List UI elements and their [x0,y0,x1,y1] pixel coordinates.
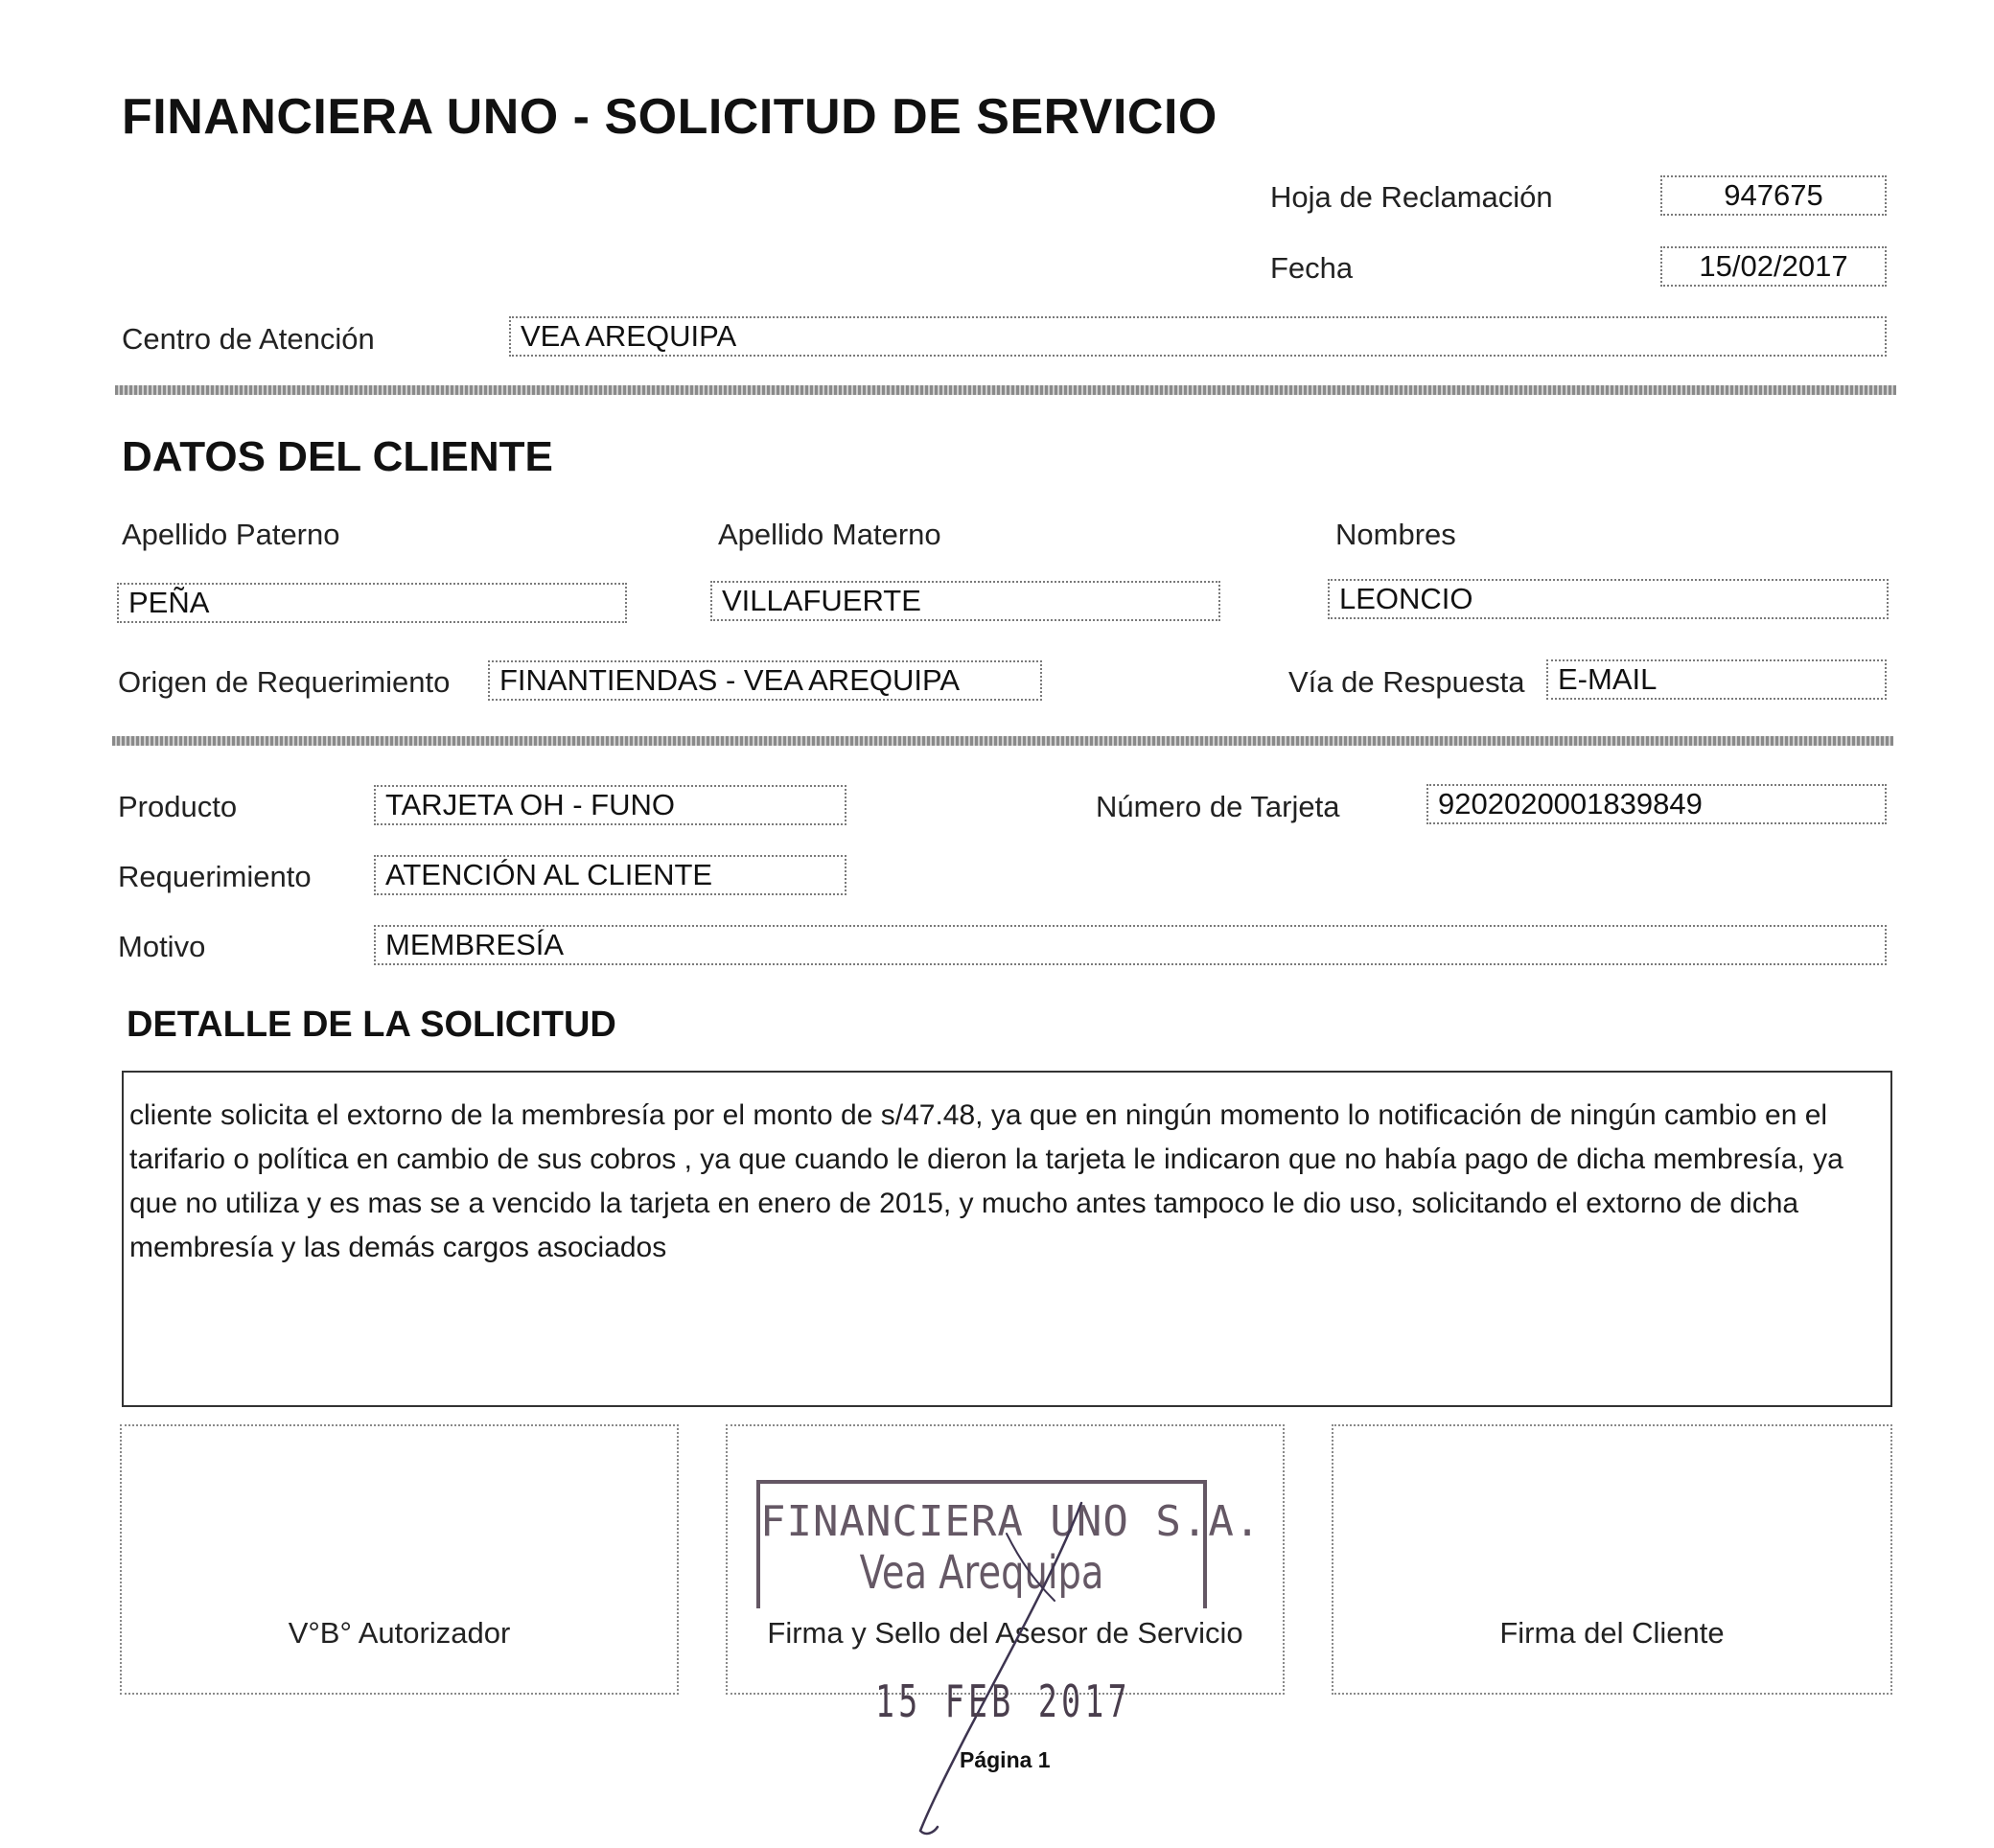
fecha-field[interactable]: 15/02/2017 [1660,246,1887,287]
centro-atencion-field[interactable]: VEA AREQUIPA [509,316,1887,357]
nombres-field[interactable]: LEONCIO [1328,579,1889,619]
hoja-reclamacion-field[interactable]: 947675 [1660,175,1887,216]
via-respuesta-field[interactable]: E-MAIL [1546,659,1887,700]
centro-atencion-label: Centro de Atención [122,322,375,356]
cliente-signature-box[interactable] [1332,1424,1892,1695]
cliente-firma-label: Firma del Cliente [1499,1616,1725,1650]
detalle-solicitud-text: cliente solicita el extorno de la membresía por el monto de s/47.48, ya que en ningún momento lo notificación de ningún cambio en el tarifario o política en cambio de sus cobros , ya que cuando le dieron la tarjeta le indicaron que no había pago de dicha membresía, ya que no utiliza y es mas se a vencido la tarjeta en enero de 2015, y mucho antes tampoco le dio uso, solicitando el extorno de dicha membresía y las demás cargos asociados [129,1099,1843,1263]
origen-requerimiento-label: Origen de Requerimiento [118,665,451,699]
stamp-company-name: FINANCIERA UNO S.A. [760,1497,1262,1546]
apellido-paterno-field[interactable]: PEÑA [117,583,627,623]
detalle-solicitud-heading: DETALLE DE LA SOLICITUD [127,1005,616,1045]
numero-tarjeta-label: Número de Tarjeta [1096,790,1340,823]
numero-tarjeta-field[interactable]: 9202020001839849 [1426,784,1887,824]
apellido-paterno-label: Apellido Paterno [122,518,340,551]
motivo-label: Motivo [118,930,206,963]
motivo-field[interactable]: MEMBRESÍA [374,925,1887,965]
origen-requerimiento-field[interactable]: FINANTIENDAS - VEA AREQUIPA [488,660,1042,701]
producto-label: Producto [118,790,238,823]
autorizador-signature-box[interactable] [120,1424,679,1695]
asesor-label: Firma y Sello del Asesor de Servicio [767,1616,1243,1650]
apellido-materno-label: Apellido Materno [718,518,941,551]
section-divider [115,385,1896,395]
document-title: FINANCIERA UNO - SOLICITUD DE SERVICIO [122,89,1217,145]
datos-cliente-heading: DATOS DEL CLIENTE [122,433,553,480]
requerimiento-label: Requerimiento [118,860,312,893]
detalle-solicitud-box[interactable] [122,1071,1892,1407]
autorizador-label: V°B° Autorizador [288,1616,511,1650]
hoja-reclamacion-label: Hoja de Reclamación [1270,180,1553,214]
handwritten-signature [892,1495,1112,1840]
apellido-materno-field[interactable]: VILLAFUERTE [710,581,1220,621]
fecha-label: Fecha [1270,251,1354,285]
stamp-branch-name: Vea Arequipa [859,1546,1104,1600]
nombres-label: Nombres [1335,518,1456,551]
page-number: Página 1 [960,1747,1051,1772]
via-respuesta-label: Vía de Respuesta [1288,665,1525,699]
section-divider [112,736,1893,746]
requerimiento-field[interactable]: ATENCIÓN AL CLIENTE [374,855,846,895]
received-date-stamp: 15 FEB 2017 [875,1675,1131,1727]
producto-field[interactable]: TARJETA OH - FUNO [374,785,846,825]
